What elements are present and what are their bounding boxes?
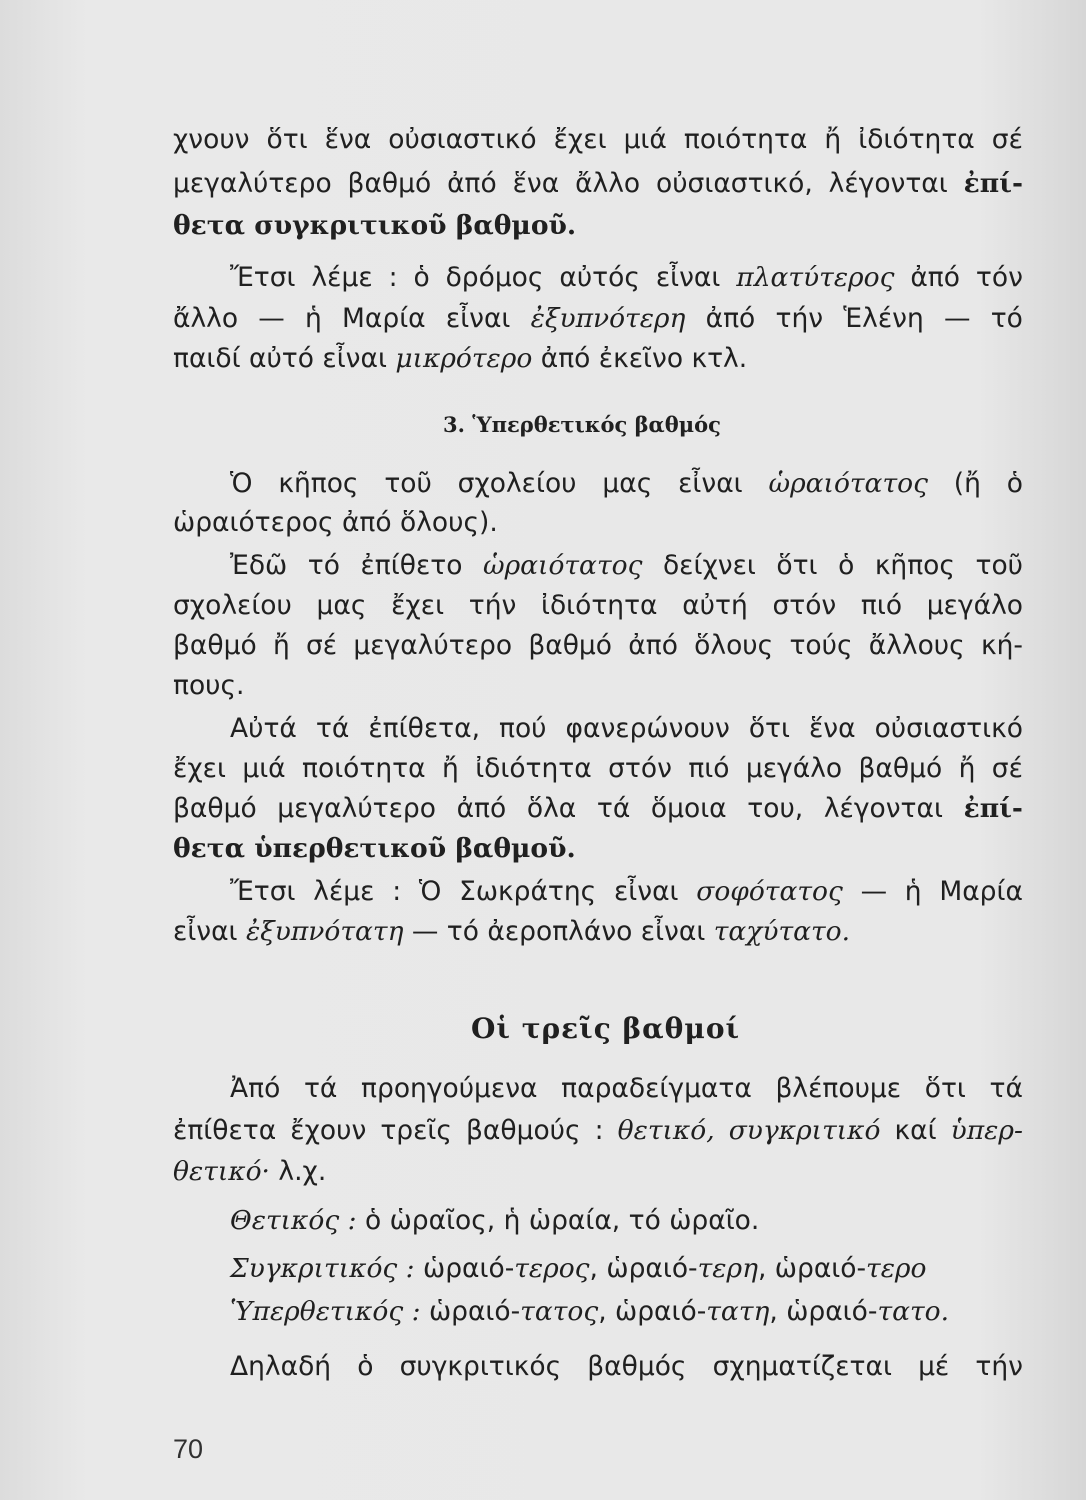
word: ἰδιότητα — [540, 590, 658, 621]
word: προηγούμενα — [361, 1073, 538, 1104]
word: Δηλαδή — [230, 1351, 332, 1382]
word: ὅτι — [748, 713, 790, 744]
word: τό — [307, 550, 340, 581]
word: ἡ — [305, 303, 322, 334]
text-line — [173, 916, 1023, 947]
text-segment: τερο — [866, 1253, 927, 1284]
word: ἐπίθετα, — [368, 713, 480, 744]
text-segment: τατο. — [877, 1296, 950, 1327]
word: ὁ — [357, 1351, 374, 1382]
text-line — [230, 468, 1023, 499]
text-line — [230, 1073, 1023, 1104]
text-segment: τερη — [697, 1253, 758, 1284]
word: λέμε — [313, 876, 375, 907]
word: τήν — [975, 1351, 1023, 1382]
word: σχολείου — [173, 590, 292, 621]
word: ἕνα — [324, 124, 372, 155]
word: τά — [315, 713, 350, 744]
word: δρόμος — [445, 262, 544, 293]
word: οὐσιαστικό, — [656, 168, 813, 199]
word: Μαρία — [342, 303, 426, 334]
word: τούς — [789, 630, 853, 661]
text-segment: ἀπό ἐκεῖνο κτλ. — [532, 343, 748, 374]
word: ὅλους — [694, 630, 774, 661]
text-line — [173, 507, 1023, 538]
text-line — [173, 303, 1023, 334]
word: ἰδιότητα — [475, 753, 592, 784]
word: ἐξυπνότερη — [530, 303, 686, 334]
word: λέμε — [311, 262, 373, 293]
text-segment: ὡραιότερος ἀπό ὅλους). — [173, 507, 498, 538]
word: ἀπό — [456, 793, 507, 824]
word: Ἔτσι — [230, 262, 296, 293]
word: βαθμό — [528, 630, 612, 661]
word: βαθμό — [858, 753, 943, 784]
text-segment: θετα συγκριτικοῦ βαθμοῦ. — [173, 210, 577, 241]
word: ὅλα — [526, 793, 577, 824]
word: μας — [602, 468, 653, 499]
text-segment: τατος — [520, 1296, 599, 1327]
text-line — [230, 876, 1023, 907]
word: ἐπίθετα — [173, 1115, 277, 1146]
word: : — [388, 262, 398, 293]
text-segment: τερος — [514, 1253, 590, 1284]
word: φανερώνουν — [565, 713, 730, 744]
word: εἶναι — [445, 303, 511, 334]
word: καί — [894, 1115, 937, 1146]
word: στόν — [772, 590, 837, 621]
text-segment: , ὡραιό- — [769, 1296, 878, 1327]
word: ἐπί- — [963, 793, 1023, 824]
word: μεγαλύτερο — [353, 630, 513, 661]
text-segment: , ὡραιό- — [589, 1253, 698, 1284]
word: σέ — [306, 630, 338, 661]
word: ὁ — [1006, 468, 1023, 499]
text-segment: θετα ὑπερθετικοῦ βαθμοῦ. — [173, 833, 576, 864]
text-line — [173, 630, 1023, 661]
text-line — [173, 793, 1023, 824]
text-segment: ὁ ὡραῖος, ἡ ὡραία, τό ὡραῖο. — [356, 1205, 760, 1236]
word: βαθμός — [587, 1351, 687, 1382]
word: ἔχουν — [290, 1115, 367, 1146]
word: ἕνα — [808, 713, 856, 744]
word: Ἔτσι — [230, 876, 296, 907]
text-segment: , ὡραιό- — [598, 1296, 707, 1327]
text-segment: , ὡραιό- — [757, 1253, 867, 1284]
word: ἄλλους — [868, 630, 965, 661]
word: μεγάλο — [745, 753, 843, 784]
word: ὅτι — [776, 550, 818, 581]
word: — — [258, 303, 285, 334]
text-segment: λ.χ. — [269, 1156, 327, 1187]
text-line — [173, 124, 1023, 155]
section-heading-superlative: 3. Ὑπερθετικός βαθμός — [443, 412, 721, 437]
word: χνουν — [173, 124, 250, 155]
word: ἄλλο — [173, 303, 239, 334]
text-line — [230, 1296, 1023, 1327]
word: ἀπό — [910, 262, 960, 293]
word: πού — [499, 713, 547, 744]
word: ἀπό — [628, 630, 678, 661]
word: συγκριτικό — [728, 1115, 881, 1146]
word: σχολείου — [457, 468, 577, 499]
word: αὐτή — [682, 590, 748, 621]
word: ἔχει — [391, 590, 445, 621]
word: ἰδιότητα — [858, 124, 975, 155]
word: τόν — [975, 262, 1023, 293]
text-segment: Ὑπερθετικός : — [230, 1296, 421, 1327]
text-segment: ἐξυπνότατη — [245, 916, 404, 947]
word: τά — [596, 793, 631, 824]
text-line — [230, 1253, 1023, 1284]
word: σοφότατος — [696, 876, 843, 907]
word: βαθμό — [347, 168, 432, 199]
word: — — [860, 876, 888, 907]
word: στόν — [608, 753, 672, 784]
word: πιό — [860, 590, 903, 621]
word: βαθμό — [173, 793, 257, 824]
text-segment: ὡραιό- — [420, 1296, 521, 1327]
text-line — [173, 168, 1023, 199]
text-segment: Θετικός : — [230, 1205, 357, 1236]
word: εἶναι — [678, 468, 743, 499]
word: : — [594, 1115, 604, 1146]
text-line — [173, 670, 1023, 701]
word: αὐτός — [559, 262, 640, 293]
word: κῆπος — [278, 468, 359, 499]
word: ἄλλο — [575, 168, 641, 199]
text-segment: — τό ἀεροπλάνο εἶναι — [403, 916, 714, 947]
word: ἕνα — [512, 168, 560, 199]
word: κή- — [980, 630, 1023, 661]
text-segment: ταχύτατο. — [713, 916, 851, 947]
word: μιά — [242, 753, 286, 784]
word: τρεῖς — [380, 1115, 452, 1146]
word: παραδείγματα — [561, 1073, 752, 1104]
word: κῆπος — [874, 550, 955, 581]
word: τήν — [468, 590, 517, 621]
word: ἤ — [958, 753, 976, 784]
word: βαθμούς — [466, 1115, 581, 1146]
text-segment: παιδί αὐτό εἶναι — [173, 343, 396, 374]
word: ποιότητα — [683, 124, 808, 155]
page-number: 70 — [173, 1434, 204, 1464]
word: ἤ — [272, 630, 290, 661]
text-segment: ὡραιό- — [414, 1253, 515, 1284]
text-segment: πους. — [173, 670, 245, 701]
word: ἔχει — [173, 753, 226, 784]
word: δείχνει — [662, 550, 756, 581]
word: ἤ — [441, 753, 459, 784]
word: τήν — [775, 303, 824, 334]
text-line — [173, 833, 1023, 864]
text-line — [173, 210, 1023, 241]
text-line — [173, 343, 1023, 374]
text-segment: μικρότερο — [395, 343, 533, 374]
word: εἶναι — [655, 262, 721, 293]
text-segment: εἶναι — [173, 916, 246, 947]
word: ὑπερ- — [950, 1115, 1023, 1146]
text-line — [230, 550, 1023, 581]
word: Μαρία — [939, 876, 1023, 907]
word: οὐσιαστικό — [388, 124, 537, 155]
word: πλατύτερος — [736, 262, 895, 293]
word: του, — [747, 793, 804, 824]
word: ἔχει — [553, 124, 607, 155]
word: οὐσιαστικό — [874, 713, 1023, 744]
word: μέ — [918, 1351, 950, 1382]
word: τό — [990, 303, 1023, 334]
text-line — [173, 753, 1023, 784]
word: πιό — [688, 753, 730, 784]
word: σέ — [991, 124, 1023, 155]
word: (ἤ — [953, 468, 981, 499]
word: ὁ — [838, 550, 855, 581]
text-segment: τατη — [706, 1296, 770, 1327]
text-segment: Συγκριτικός : — [230, 1253, 415, 1284]
word: λέγονται — [828, 168, 948, 199]
word: θετικό, — [617, 1115, 715, 1146]
text-line — [230, 713, 1023, 744]
word: λέγονται — [823, 793, 943, 824]
word: ὅμοια — [650, 793, 727, 824]
word: τά — [989, 1073, 1023, 1104]
word: ἐπί- — [963, 168, 1023, 199]
word: ὅτι — [266, 124, 308, 155]
text-line — [230, 1205, 1023, 1236]
text-line — [173, 1156, 1023, 1187]
word: : — [392, 876, 402, 907]
word: μεγαλύτερο — [173, 168, 332, 199]
word: Σωκράτης — [459, 876, 597, 907]
word: ὡραιότατος — [482, 550, 643, 581]
word: ὡραιότατος — [768, 468, 928, 499]
word: ὁ — [413, 262, 430, 293]
text-line — [173, 590, 1023, 621]
word: μιά — [623, 124, 667, 155]
word: Ἐδῶ — [230, 550, 288, 581]
word: ἤ — [824, 124, 842, 155]
word: ἀπό — [447, 168, 497, 199]
text-line — [230, 1351, 1023, 1382]
word: Ὁ — [230, 468, 253, 499]
word: Ὁ — [418, 876, 442, 907]
word: βαθμό — [173, 630, 257, 661]
word: ἀπό — [705, 303, 756, 334]
word: τοῦ — [384, 468, 432, 499]
text-segment: θετικό· — [173, 1156, 270, 1187]
word: Ἑλένη — [843, 303, 924, 334]
word: μας — [316, 590, 367, 621]
word: εἶναι — [613, 876, 679, 907]
word: μεγάλο — [926, 590, 1023, 621]
word: σέ — [991, 753, 1023, 784]
word: τοῦ — [975, 550, 1023, 581]
section-heading-three-degrees: Οἱ τρεῖς βαθμοί — [471, 1012, 741, 1045]
text-line — [173, 1115, 1023, 1146]
word: τά — [303, 1073, 338, 1104]
word: ἡ — [904, 876, 922, 907]
word: συγκριτικός — [399, 1351, 562, 1382]
word: Ἀπό — [230, 1073, 281, 1104]
word: ὅτι — [924, 1073, 966, 1104]
word: σχηματίζεται — [712, 1351, 892, 1382]
word: ποιότητα — [302, 753, 426, 784]
word: ἐπίθετο — [360, 550, 463, 581]
word: — — [943, 303, 971, 334]
word: μεγαλύτερο — [277, 793, 436, 824]
text-line — [230, 262, 1023, 293]
word: βλέπουμε — [775, 1073, 902, 1104]
word: Αὐτά — [230, 713, 297, 744]
